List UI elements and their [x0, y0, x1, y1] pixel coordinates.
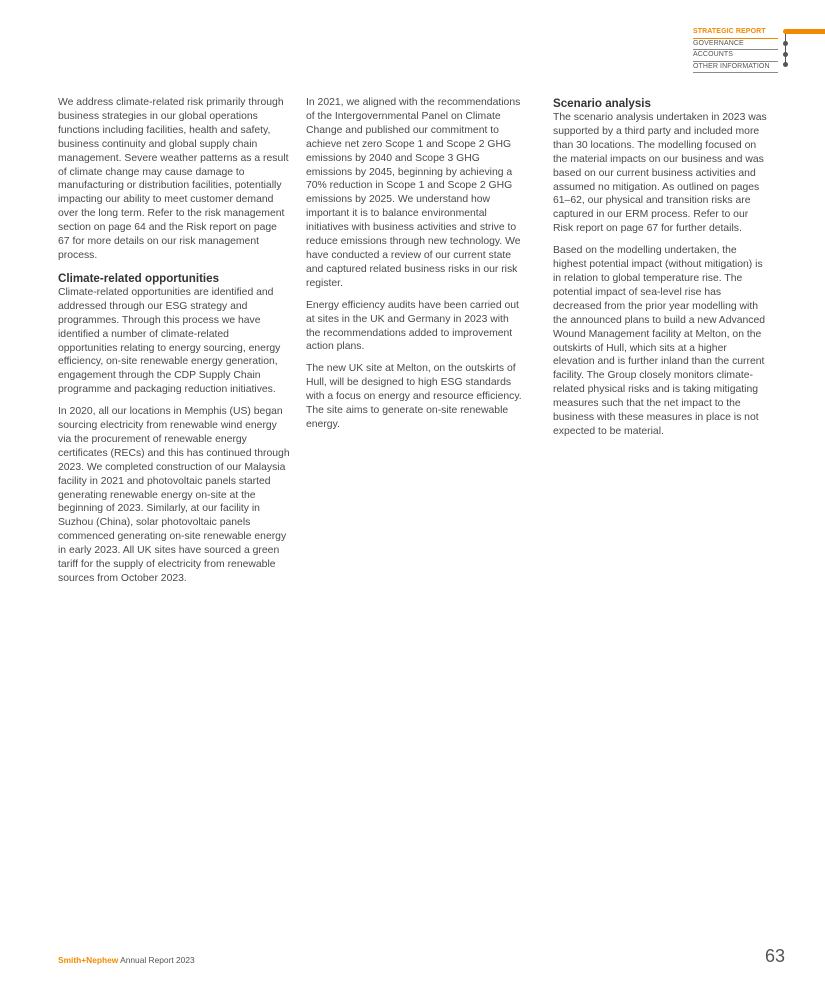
report-name: Annual Report 2023: [120, 955, 195, 965]
page-number: 63: [764, 946, 785, 966]
climate-opportunities-paragraph: Climate-related opportunities are identified and addressed through our ESG strategy and programmes. Through this process we have identified a number of climate-related opportunities relating to energy sourcing, energy efficiency, on-site renewable energy generation, engagement through the CDP Supply Chain programme and packaging reduction initiatives.: [58, 286, 281, 396]
energy-audits-paragraph: Energy efficiency audits have been carried out at sites in the UK and Germany in 2023 with the recommendations added to improvement action plans.: [306, 299, 519, 353]
nav-dot-governance: [783, 41, 788, 46]
brand-name: Smith+Nephew: [58, 955, 119, 965]
text-column-3: [553, 96, 771, 447]
text-column-1: [58, 96, 290, 594]
nav-dot-strategic: [783, 29, 788, 34]
net-zero-commitment-paragraph: In 2021, we aligned with the recommendations of the Intergovernmental Panel on Climate Change and published our commitment to achieve net zero Scope 1 and Scope 2 GHG emissions by 2040 and Scope 3 GHG emissions by 2045, beginning by achieving a 70% reduction in Scope 1 and Scope 2 GHG emissions by 2025. We understand how important it is to balance environmental initiatives with business activities and strive to reduce emissions through new technology. We have conducted a review of our current state and captured related business risks in our risk register.: [306, 97, 521, 289]
scenario-analysis-paragraph: The scenario analysis undertaken in 2023 was supported by a third party and included more than 30 locations. The modelling focused on the material impacts on our business and was based on our current business activities and assumed no mitigation. As outlined on pages 61–62, our physical and transition risks are captured in our ERM process. Refer to our Risk report on page 67 for further details.: [553, 112, 767, 235]
nav-dot-accounts: [783, 52, 788, 57]
nav-other-information[interactable]: OTHER INFORMATION: [693, 62, 778, 74]
nav-accounts[interactable]: ACCOUNTS: [693, 50, 778, 62]
nav-strategic-report[interactable]: STRATEGIC REPORT: [693, 27, 778, 39]
nav-active-bar: [785, 29, 825, 34]
renewable-energy-paragraph: In 2020, all our locations in Memphis (US) began sourcing electricity from renewable wind energy via the procurement of renewable energy certificates (RECs) and this has continued through 2023. We completed construction of our Malaysia facility in 2021 and photovoltaic panels started generating renewable energy on-site at the beginning of 2023. Similarly, at our facility in Suzhou (China), solar photovoltaic panels commenced generating on-site renewable energy in early 2023. All UK sites have sourced a green tariff for the supply of electricity from renewable sources from October 2023.: [58, 406, 290, 584]
climate-opportunities-heading: Climate-related opportunities: [58, 271, 220, 285]
modelling-results-paragraph: Based on the modelling undertaken, the highest potential impact (without mitigation) is in relation to global temperature rise. The potential impact of sea-level rise has decreased from the prior year modelling with the announced plans to build a new Advanced Wound Management facility at Melton, on the outskirts of Hull, which sits at a higher elevation and is further inland than the current facility. The Group closely monitors climate-related physical risks and is taking mitigating measures such that the net impact to the business with these measures in place is not expected to be material.: [553, 245, 766, 437]
section-navigation: [693, 27, 825, 73]
nav-progress-track: [785, 27, 825, 71]
text-column-2: [306, 96, 524, 440]
climate-risk-paragraph: We address climate-related risk primarily through business strategies in our global operations functions including facilities, health and safety, business continuity and global supply chain management. Severe weather patterns as a result of climate change may cause damage to manufacturing or distribution facilities, potentially impacting our ability to meet customer demand over the long term. Refer to the risk management section on page 64 and the Risk report on page 67 for more details on our risk management process.: [58, 97, 289, 261]
footer-report-title: [58, 955, 195, 965]
nav-dot-other: [783, 62, 788, 67]
scenario-analysis-heading: Scenario analysis: [553, 97, 651, 110]
melton-site-paragraph: The new UK site at Melton, on the outskirts of Hull, will be designed to high ESG standards with a focus on energy and resource efficiency. The site aims to generate on-site renewable energy.: [306, 363, 522, 430]
nav-governance[interactable]: GOVERNANCE: [693, 39, 778, 51]
